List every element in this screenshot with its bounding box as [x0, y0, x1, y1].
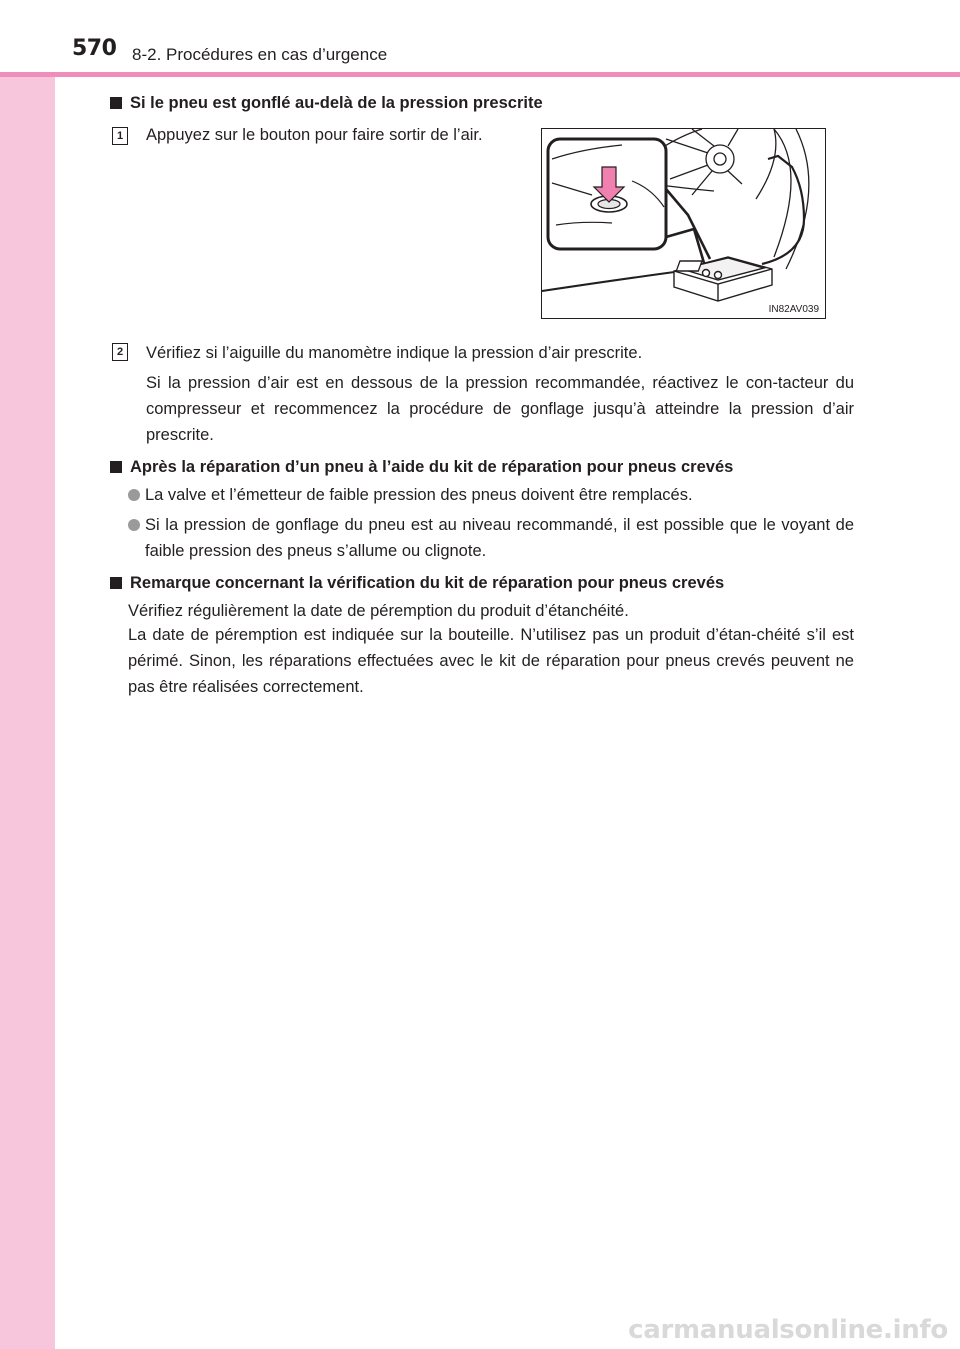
watermark: carmanualsonline.info	[628, 1315, 948, 1345]
bullet-item	[128, 482, 854, 508]
heading-kit-check-text: Remarque concernant la vérification du kit de réparation pour pneus crevés	[130, 574, 725, 592]
step-2-note: Si la pression d’air est en dessous de la pression recommandée, réactivez le con-tacteur du compresseur et recommencez la procédure de gonflage jusqu’à atteindre la pression d’air prescrite.	[146, 374, 854, 444]
bullet-dot-icon	[128, 519, 140, 531]
heading-kit-check	[110, 572, 724, 594]
heading-overinflated	[110, 92, 543, 114]
step-2-text: Vérifiez si l’aiguille du manomètre indique la pression d’air prescrite.	[146, 344, 643, 362]
step-badge-1: 1	[112, 127, 128, 145]
heading-square-icon	[110, 461, 122, 473]
kit-check-line-1: Vérifiez régulièrement la date de péremption du produit d’étanchéité.	[128, 602, 629, 620]
heading-after-repair	[110, 456, 733, 478]
header-rule	[0, 72, 960, 77]
bullet-text: La valve et l’émetteur de faible pression des pneus doivent être remplacés.	[145, 486, 693, 504]
side-margin-band	[0, 0, 55, 1349]
step-badge-2: 2	[112, 343, 128, 361]
bullet-item	[128, 512, 854, 564]
bullet-dot-icon	[128, 489, 140, 501]
step-1-text: Appuyez sur le bouton pour faire sortir de l’air.	[146, 126, 483, 144]
compressor-drawing	[542, 129, 826, 319]
heading-overinflated-text: Si le pneu est gonflé au-delà de la pression prescrite	[130, 94, 543, 112]
heading-square-icon	[110, 97, 122, 109]
kit-check-paragraph: La date de péremption est indiquée sur la bouteille. N’utilisez pas un produit d’étan-chéité s’il est périmé. Sinon, les réparations effectuées avec le kit de réparation pour pneus crevés peuvent ne pas être réalisées correctement.	[128, 626, 854, 696]
bullet-text: Si la pression de gonflage du pneu est au niveau recommandé, il est possible que le voyant de faible pression des pneus s’allume ou clignote.	[145, 516, 854, 560]
heading-square-icon	[110, 577, 122, 589]
section-title: 8-2. Procédures en cas d’urgence	[132, 45, 388, 64]
compressor-illustration	[541, 128, 826, 319]
figure-code: IN82AV039	[768, 304, 819, 315]
heading-after-repair-text: Après la réparation d’un pneu à l’aide du kit de réparation pour pneus crevés	[130, 458, 734, 476]
page-number: 570	[72, 36, 117, 61]
